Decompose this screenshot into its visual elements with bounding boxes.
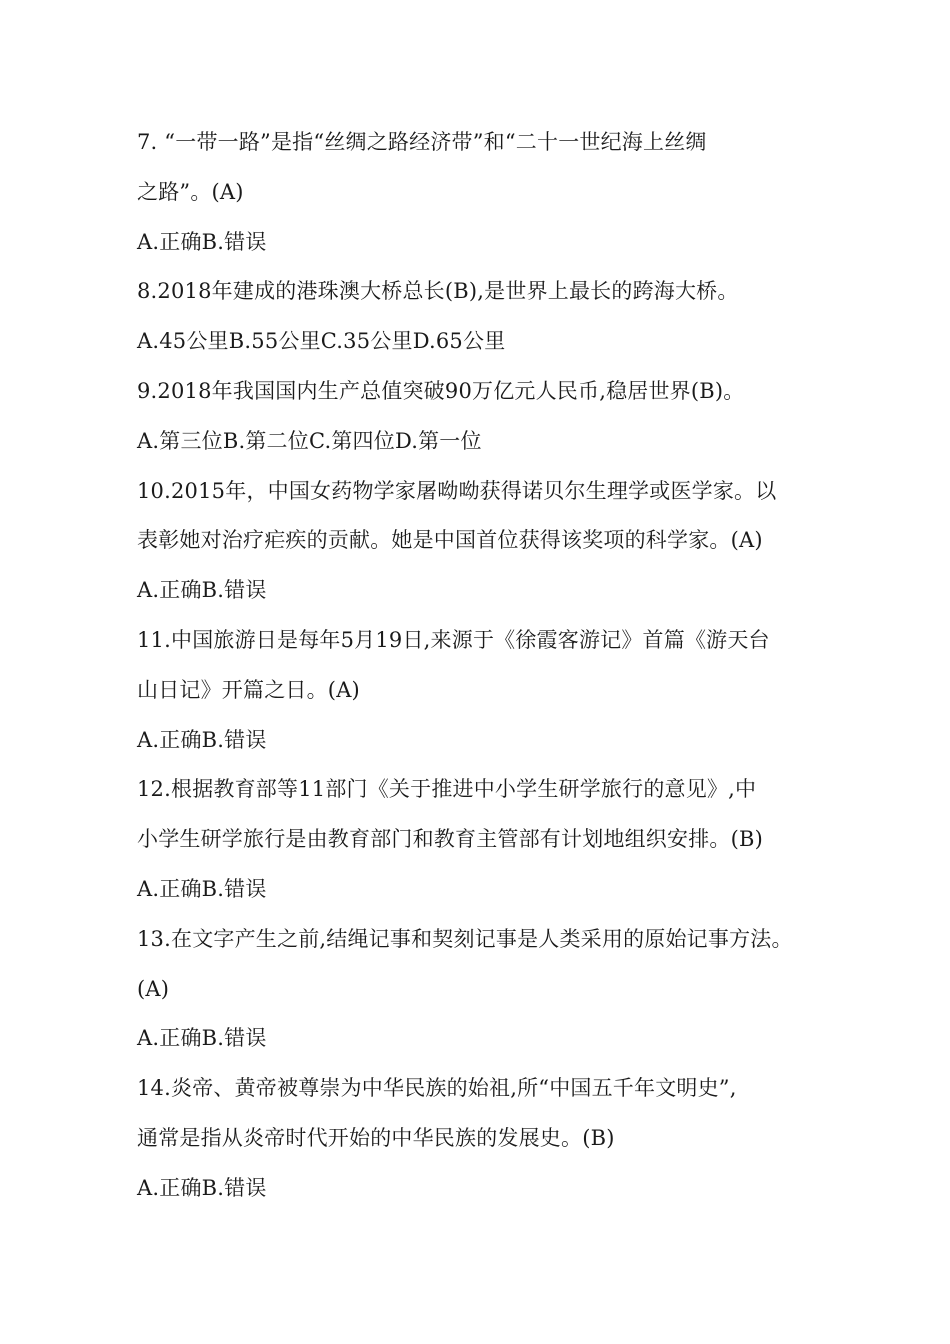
question-10-options: A.正确B.错误 [137,578,267,603]
question-11-line-1: 11.中国旅游日是每年5月19日,来源于《徐霞客游记》首篇《游天台 [137,627,770,652]
question-14-line-2: 通常是指从炎帝时代开始的中华民族的发展史。(B) [137,1125,615,1150]
question-10-line-1: 10.2015年，中国女药物学家屠呦呦获得诺贝尔生理学或医学家。以 [137,478,777,503]
question-14-line-1: 14.炎帝、黄帝被尊崇为中华民族的始祖,所“中国五千年文明史”, [137,1076,737,1101]
question-11-options: A.正确B.错误 [137,727,267,752]
question-12-options: A.正确B.错误 [137,876,267,901]
question-7-line-2: 之路”。(A) [137,179,244,204]
question-13-line-1: 13.在文字产生之前,结绳记事和契刻记事是人类采用的原始记事方法。 [137,926,793,951]
question-list [137,118,837,1214]
question-13-line-2: (A) [137,976,170,1001]
question-7-line-1: 7. “一带一路”是指“丝绸之路经济带”和“二十一世纪海上丝绸 [137,130,707,154]
question-9-line-1: 9.2018年我国国内生产总值突破90万亿元人民币,稳居世界(B)。 [137,378,745,403]
question-12-line-1: 12.根据教育部等11部门《关于推进中小学生研学旅行的意见》,中 [137,777,757,802]
question-9-options: A.第三位B.第二位C.第四位D.第一位 [137,428,482,453]
question-8-line-1: 8.2018年建成的港珠澳大桥总长(B),是世界上最长的跨海大桥。 [137,279,739,304]
question-10-line-2: 表彰她对治疗疟疾的贡献。她是中国首位获得该奖项的科学家。(A) [137,528,763,553]
question-11-line-2: 山日记》开篇之日。(A) [137,677,360,702]
question-14-options: A.正确B.错误 [137,1175,267,1200]
question-13-options: A.正确B.错误 [137,1026,267,1051]
question-8-options: A.45公里B.55公里C.35公里D.65公里 [137,329,506,354]
question-12-line-2: 小学生研学旅行是由教育部门和教育主管部有计划地组织安排。(B) [137,827,764,852]
question-7-options: A.正确B.错误 [137,229,267,254]
